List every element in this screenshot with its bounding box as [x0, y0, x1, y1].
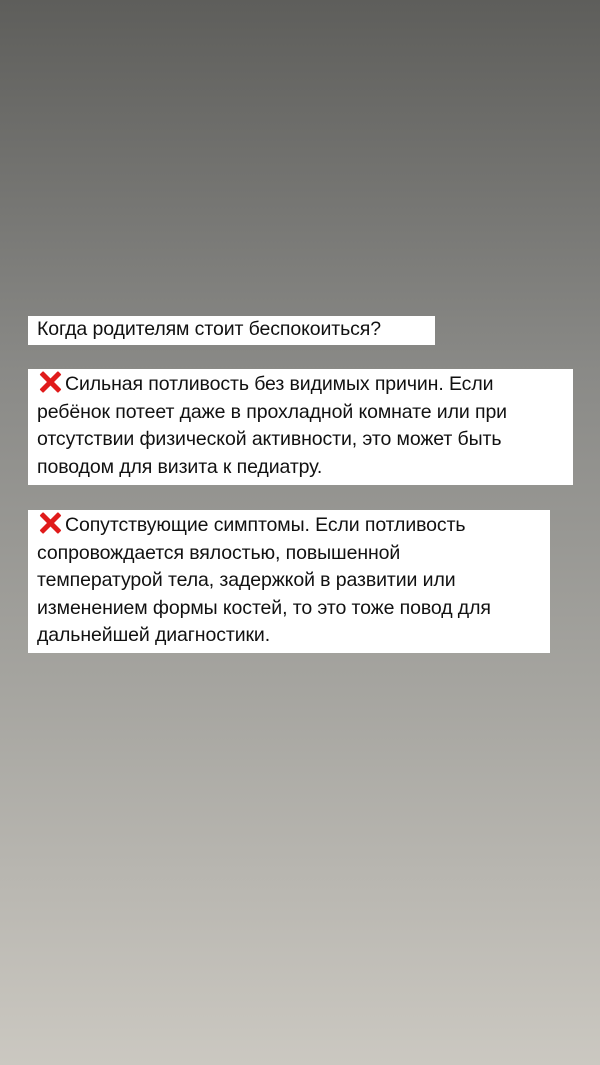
cross-mark-icon	[37, 371, 63, 393]
question-text: Когда родителям стоит беспокоиться?	[37, 318, 382, 340]
reason-1-line-4: поводом для визита к педиатру.	[37, 455, 323, 478]
question-text-box	[28, 316, 435, 345]
reason-1-line-2: ребёнок потеет даже в прохладной комнате или при	[37, 400, 507, 423]
reason-text-box-2	[28, 510, 550, 653]
reason-2-line-3: температурой тела, задержкой в развитии или	[37, 569, 456, 591]
reason-2-line-1	[37, 512, 542, 540]
cross-mark-icon	[37, 512, 63, 534]
reason-2-line-1-text: Сопутствующие симптомы. Если потливость	[65, 514, 466, 536]
reason-1-line-3: отсутствии физической активности, это может быть	[37, 428, 502, 450]
reason-text-box-1	[28, 369, 573, 485]
reason-1-line-1	[37, 371, 565, 399]
reason-2-line-4: изменением формы костей, то это тоже повод для	[37, 596, 491, 619]
reason-1-line-1-text: Сильная потливость без видимых причин. Если	[65, 373, 494, 395]
reason-2-line-2: сопровождается вялостью, повышенной	[37, 541, 401, 564]
reason-2-line-5: дальнейшей диагностики.	[37, 624, 271, 646]
